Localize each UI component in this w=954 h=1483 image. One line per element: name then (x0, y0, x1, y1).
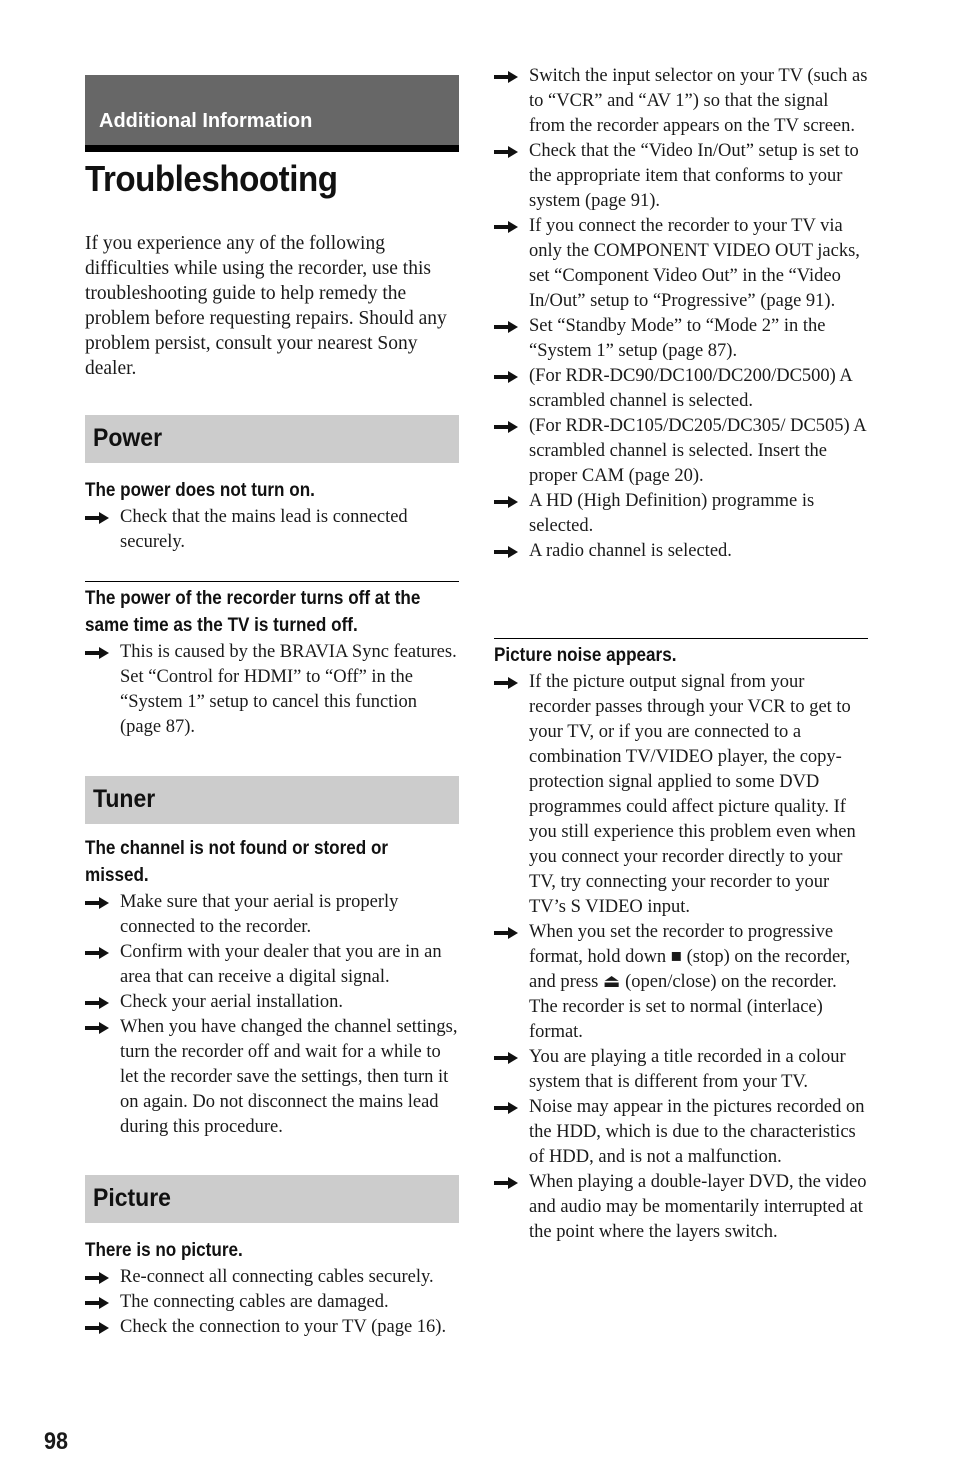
list-item: A radio channel is selected. (494, 539, 868, 564)
arrow-right-icon (85, 1272, 109, 1284)
arrow-right-icon (494, 421, 518, 433)
answer-list (85, 1265, 459, 1340)
arrow-right-icon (85, 647, 109, 659)
arrow-right-icon (494, 1177, 518, 1189)
section-heading: Picture (93, 1184, 171, 1212)
list-item: Check your aerial installation. (85, 990, 459, 1015)
list-item: When you have changed the channel settings, turn the recorder off and wait for a while to let the recorder save the settings, then turn it on again. Do not disconnect the mains lead during this procedure. (85, 1015, 459, 1140)
list-item: (For RDR-DC105/DC205/DC305/ DC505) A scrambled channel is selected. Insert the proper CAM (page 20). (494, 414, 868, 489)
arrow-right-icon (85, 947, 109, 959)
arrow-right-icon (85, 997, 109, 1009)
arrow-right-icon (494, 1052, 518, 1064)
list-item: (For RDR-DC90/DC100/DC200/DC500) A scrambled channel is selected. (494, 364, 868, 414)
arrow-right-icon (494, 496, 518, 508)
arrow-right-icon (494, 221, 518, 233)
arrow-right-icon (494, 321, 518, 333)
list-item: Confirm with your dealer that you are in an area that can receive a digital signal. (85, 940, 459, 990)
section-power (85, 415, 459, 463)
list-item: The connecting cables are damaged. (85, 1290, 459, 1315)
list-item: When playing a double-layer DVD, the video and audio may be momentarily interrupted at the point where the layers switch. (494, 1170, 868, 1245)
question-channel-not-found: The channel is not found or stored or missed. (85, 838, 389, 886)
page-number: 98 (44, 1428, 69, 1455)
chapter-band (85, 75, 459, 152)
arrow-right-icon (85, 1322, 109, 1334)
divider (85, 581, 459, 582)
list-item: If you connect the recorder to your TV via only the COMPONENT VIDEO OUT jacks, set “Component Video Out” in the “Video In/Out” setup to “Progressive” (page 91). (494, 214, 868, 314)
question-picture-noise: Picture noise appears. (494, 645, 677, 666)
arrow-right-icon (494, 71, 518, 83)
list-item: You are playing a title recorded in a colour system that is different from your TV. (494, 1045, 868, 1095)
arrow-right-icon (494, 371, 518, 383)
section-heading: Power (93, 424, 163, 452)
list-item: Check that the mains lead is connected securely. (85, 505, 459, 555)
list-item: Make sure that your aerial is properly connected to the recorder. (85, 890, 459, 940)
list-item: Set “Standby Mode” to “Mode 2” in the “System 1” setup (page 87). (494, 314, 868, 364)
arrow-right-icon (494, 927, 518, 939)
arrow-right-icon (494, 1102, 518, 1114)
list-item: Re-connect all connecting cables securely. (85, 1265, 459, 1290)
list-item: Noise may appear in the pictures recorded on the HDD, which is due to the characteristics of HDD, and is not a malfunction. (494, 1095, 868, 1170)
answer-list (85, 640, 459, 740)
list-item: Switch the input selector on your TV (such as to “VCR” and “AV 1”) so that the signal from the recorder appears on the TV screen. (494, 64, 868, 139)
question-power-off-with-tv: The power of the recorder turns off at the same time as the TV is turned off. (85, 588, 421, 636)
section-picture (85, 1175, 459, 1223)
arrow-right-icon (85, 1297, 109, 1309)
list-item: Check the connection to your TV (page 16). (85, 1315, 459, 1340)
list-item: When you set the recorder to progressive format, hold down ■ (stop) on the recorder, and press ⏏ (open/close) on the recorder. The recorder is set to normal (interlace) format. (494, 920, 868, 1045)
divider (494, 638, 868, 639)
arrow-right-icon (494, 146, 518, 158)
question-power-not-on: The power does not turn on. (85, 480, 315, 501)
answer-list-continued (494, 64, 868, 564)
list-item: This is caused by the BRAVIA Sync features. Set “Control for HDMI” to “Off” in the “System 1” setup to cancel this function (page 87). (85, 640, 459, 740)
arrow-right-icon (85, 512, 109, 524)
page-title: Troubleshooting (85, 158, 338, 199)
section-tuner (85, 776, 459, 824)
arrow-right-icon (85, 897, 109, 909)
answer-list (85, 890, 459, 1140)
list-item: A HD (High Definition) programme is selected. (494, 489, 868, 539)
arrow-right-icon (85, 1022, 109, 1034)
answer-list (85, 505, 459, 555)
chapter-title: Additional Information (99, 110, 313, 132)
list-item: If the picture output signal from your recorder passes through your VCR to get to your TV, or if you are connected to a combination TV/VIDEO player, the copy-protection signal applied to some DVD programmes could affect picture quality. If you still experience this problem even when you connect your recorder directly to your TV, try connecting your recorder to your TV’s S VIDEO input. (494, 670, 868, 920)
section-heading: Tuner (93, 785, 156, 813)
answer-list (494, 670, 868, 1245)
arrow-right-icon (494, 677, 518, 689)
list-item: Check that the “Video In/Out” setup is set to the appropriate item that conforms to your system (page 91). (494, 139, 868, 214)
arrow-right-icon (494, 546, 518, 558)
question-no-picture: There is no picture. (85, 1240, 243, 1261)
intro-paragraph: If you experience any of the following difficulties while using the recorder, use this troubleshooting guide to help remedy the problem before requesting repairs. Should any problem persist, consult your nearest Sony dealer. (85, 233, 447, 379)
